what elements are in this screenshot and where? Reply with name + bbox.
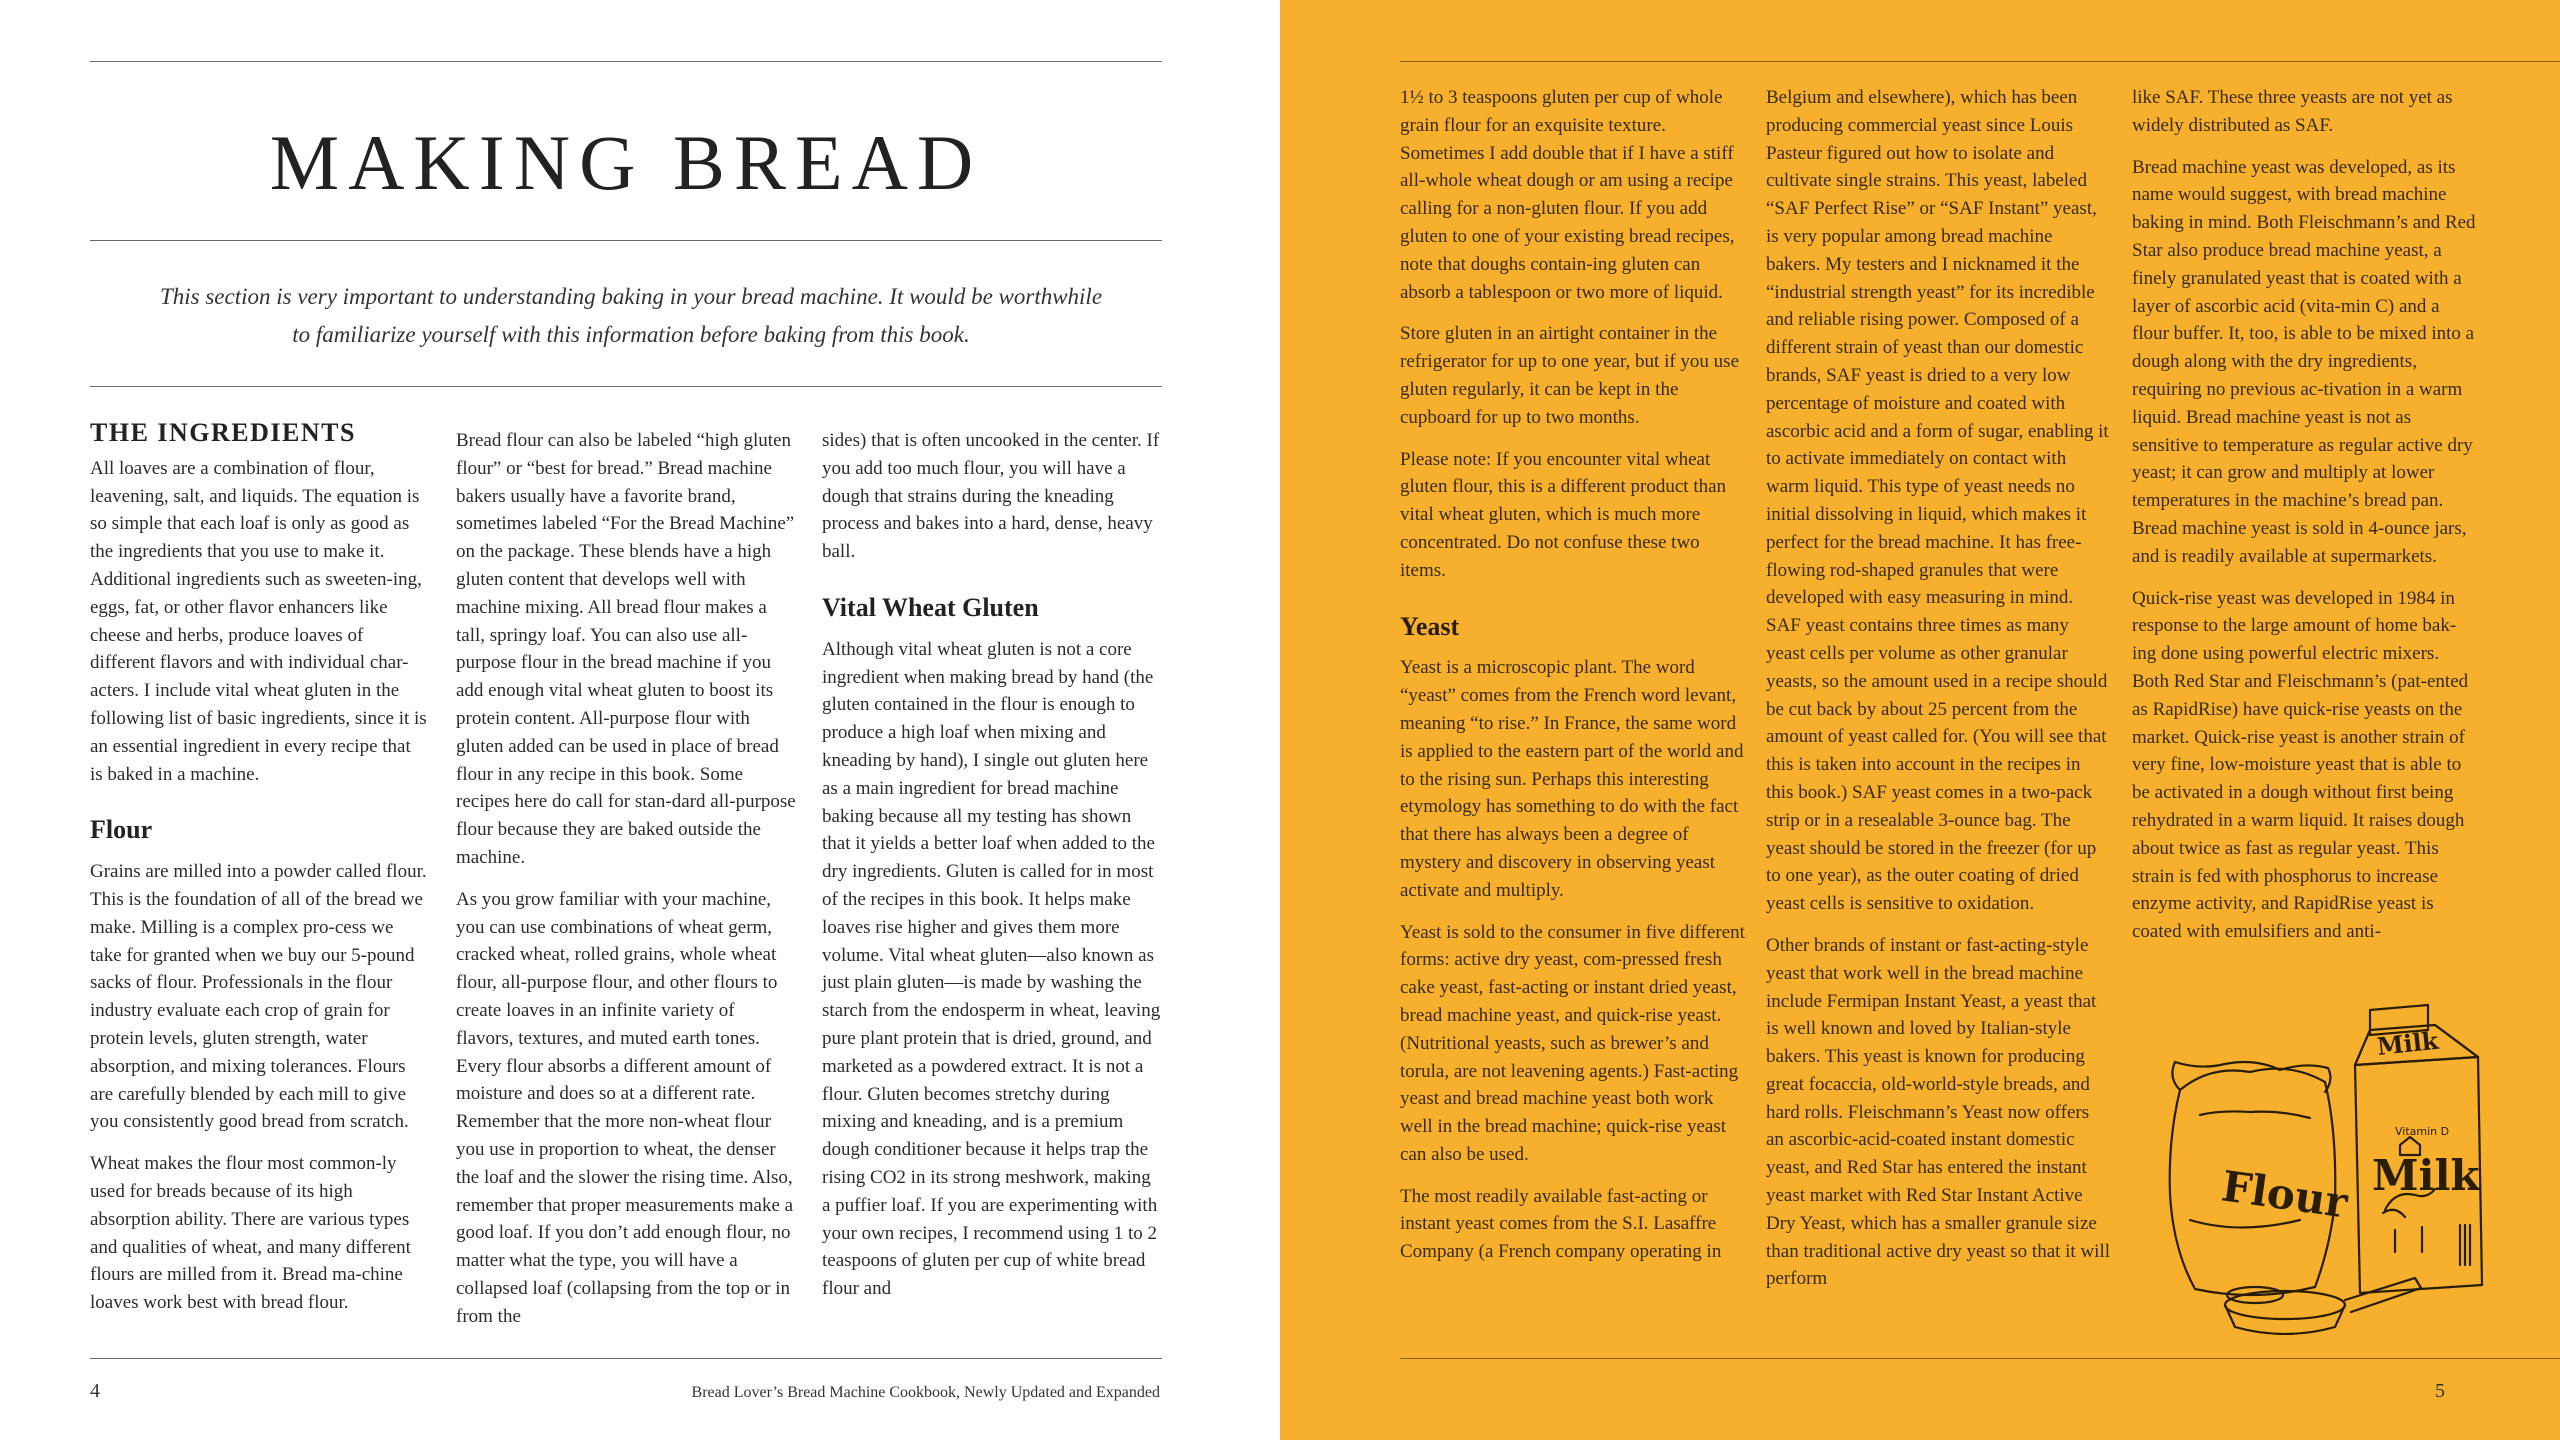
page-number-right: 5: [2435, 1380, 2445, 1402]
milk-carton-top-label: Milk: [2375, 1025, 2440, 1061]
measuring-cup-handle: [2345, 1278, 2421, 1312]
yeast-paragraph-2: Yeast is sold to the consumer in five different forms: active dry yeast, com-pressed fresh cake yeast, fast-acting or instant dried yeast, bread machine yeast, and quick-rise yeast. (Nutritional yeasts, such as brewer’s and torula, are not leavening agents.) Fast-acting yeast and bread machine yeast both work well in the bread machine; quick-rise yeast can also be used.: [1400, 921, 1745, 1165]
bread-flour-paragraph: Bread flour can also be labeled “high gluten flour” or “best for bread.” Bread machine bakers usually have a favorite brand, sometimes labeled “For the Bread Machine” on the package. These blends have a high gluten content that develops well with machine mixing. All bread flour makes a tall, springy loaf. You can also use all-purpose flour in the bread machine if you add enough vital wheat gluten to boost its protein content. All-purpose flour with gluten added can be used in place of bread flour in any recipe in this book. Some recipes here do call for stan-dard all-purpose flour because they are baked outside the machine.: [456, 430, 796, 868]
milk-carton-label: Milk: [2372, 1151, 2480, 1200]
bottom-rule: [90, 1358, 1162, 1359]
gluten-heading: Vital Wheat Gluten: [822, 592, 1039, 622]
other-brands-paragraph: Other brands of instant or fast-acting-style yeast that work well in the bread machine include Fermipan Instant Yeast, a yeast that is well known and loved by Italian-style bakers. This yeast is known for producing great focaccia, old-world-style breads, and hard rolls. Fleischmann’s Yeast now offers an ascorbic-acid-coated instant domestic yeast, and Red Star has entered the instant yeast market with Red Star Instant Active Dry Yeast, which has a smaller granule size than traditional active dry yeast so that it will perform: [1766, 934, 2111, 1290]
barcode-icon: [2460, 1225, 2470, 1265]
measuring-cup-rim: [2225, 1291, 2345, 1319]
title-rule: [90, 240, 1162, 241]
vitamin-label: Vitamin D: [2395, 1125, 2450, 1138]
yeast-paragraph-3: The most readily available fast-acting or instant yeast comes from the S.I. Lasaffre Company (a French company operating in: [1400, 1185, 1722, 1263]
flour-combinations-paragraph: As you grow familiar with your machine, you can use combinations of wheat germ, cracked wheat, rolled grains, whole wheat flour, all-purpose flour, and other flours to create loaves in an infinite variety of flavors, textures, and muted earth tones. Every flour absorbs a different amount of moisture and does so at a different rate. Remember that the more non-wheat flour you use in proportion to wheat, the denser the loaf and the slower the rising time. Also, remember that proper measurements make a good loaf. If you don’t add enough flour, no matter what the type, you will have a collapsed loaf (collapsing from the top or in from the: [456, 888, 794, 1327]
saf-yeast-paragraph: Belgium and elsewhere), which has been producing commercial yeast since Louis Pasteur figured out how to isolate and cultivate single strains. This yeast, labeled “SAF Perfect Rise” or “SAF Instant” yeast, is very popular among bread machine bakers. My testers and I nicknamed it the “industrial strength yeast” for its incredible and reliable rising power. Composed of a different strain of yeast than our domestic brands, SAF yeast is dried to a very low percentage of moisture and coated with ascorbic acid and a form of sugar, enabling it to activate immediately on contact with warm liquid. This type of yeast needs no initial dissolving in liquid, which makes it perfect for the bread machine. It has free-flowing rod-shaped granules that were developed with easy measuring in mind. SAF yeast contains three times as many yeast cells per volume as other granular yeasts, so the amount used in a recipe should be cut back by about 25 percent from the amount of yeast called for. (You will see that this is taken into account in the recipes in this book.) SAF yeast comes in a two-pack strip or in a resealable 3-ounce bag. The yeast should be stored in the freezer (for up to one year), as the outer coating of dried yeast cells is sensitive to oxidation.: [1766, 87, 2109, 915]
flour-paragraph-1: Grains are milled into a powder called flour. This is the foundation of all of the bread we make. Milling is a complex pro-cess we take for granted when we buy our 5-pound sacks of flour. Professionals in the flour industry evaluate each crop of grain for protein levels, gluten strength, water absorption, and mixing tolerances. Flours are carefully blended by each mill to give you consistently good bread from scratch.: [90, 861, 427, 1133]
right-column-1: [1400, 84, 1745, 1280]
store-gluten-paragraph: Store gluten in an airtight container in the refrigerator for up to one year, but if you use gluten regularly, it can be kept in the cupboard for up to two months.: [1400, 323, 1740, 428]
left-column-2: [456, 427, 796, 1345]
bread-machine-yeast-paragraph: Bread machine yeast was developed, as its name would suggest, with bread machine baking in mind. Both Fleischmann’s and Red Star also produce bread machine yeast, a finely granulated yeast that is coated with a layer of ascorbic acid (vita-min C) and a flour buffer. It, too, is able to be mixed into a dough along with the dry ingredients, requiring no previous ac-tivation in a warm liquid. Bread machine yeast is not as sensitive to temperature as regular active dry yeast; it can grow and multiply at lower temperatures in the machine’s bread pan. Bread machine yeast is sold in 4-ounce jars, and is readily available at supermarkets.: [2132, 156, 2476, 567]
flour-bag-top: [2172, 1062, 2330, 1092]
bottom-rule-right: [1400, 1358, 2560, 1359]
right-column-2: [1766, 84, 2111, 1307]
page-title: MAKING BREAD: [269, 119, 983, 206]
gluten-paragraph: Although vital wheat gluten is not a core ingredient when making bread by hand (the gluten contained in the flour is enough to produce a high loaf when mixing and kneading by hand), I single out gluten here as a main ingredient for bread machine baking because all my testing has shown that it yields a better loaf when added to the dry ingredients. Gluten is called for in most of the recipes in this book. It helps make loaves rise higher and gives them more volume. Vital wheat gluten—also known as just plain gluten—is made by washing the starch from the endosperm in wheat, leaving pure plant protein that is dried, ground, and marketed as a powdered extract. It is not a flour. Gluten becomes stretchy during mixing and kneading, and is a premium dough conditioner because it helps trap the rising CO2 in its strong meshwork, making a puffier loaf. If you are experimenting with your own recipes, I recommend using 1 to 2 teaspoons of gluten per cup of white bread flour and: [822, 638, 1161, 1300]
yeast-paragraph-1: Yeast is a microscopic plant. The word “yeast” comes from the French word levant, meaning “to rise.” In France, the same word is applied to the eastern part of the world and to the rising sun. Perhaps this interesting etymology has something to do with the fact that there has always been a degree of mystery and discovery in observing yeast activate and multiply.: [1400, 657, 1744, 901]
intro-rule: [90, 386, 1162, 387]
yeast-heading: Yeast: [1400, 611, 1460, 641]
quick-rise-yeast-paragraph: Quick-rise yeast was developed in 1984 in response to the large amount of home bak-ing done using powerful electric mixers. Both Red Star and Fleischmann’s (pat-ented as RapidRise) have quick-rise yeasts on the market. Quick-rise yeast is another strain of very fine, low-moisture yeast that is able to be activated in a dough without first being rehydrated in a warm liquid. It raises dough about twice as fast as regular yeast. This strain is fed with phosphorus to increase enzyme activity, and RapidRise yeast is coated with emulsifiers and anti-: [2132, 587, 2469, 943]
ingredients-paragraph: All loaves are a combination of flour, leavening, salt, and liquids. The equation is so simple that each loaf is only as good as the ingredients that you use to make it. Additional ingredients such as sweeten-ing, eggs, fat, or other flavor enhancers like cheese and herbs, produce loaves of different flavors and with individual char-acters. I include vital wheat gluten in the following list of basic ingredients, since it is an essential ingredient in every recipe that is baked in a machine.: [90, 457, 427, 785]
flour-bag-label: Flour: [2218, 1161, 2351, 1228]
right-page: [1280, 0, 2560, 1440]
top-rule-right: [1400, 61, 2560, 62]
gluten-continued-paragraph: 1½ to 3 teaspoons gluten per cup of whole grain flour for an exquisite texture. Sometimes I add double that if I have a stiff all-whole wheat dough or am using a recipe calling for a non-gluten flour. If you add gluten to one of your existing bread recipes, note that doughs contain-ing gluten can absorb a tablespoon or two more of liquid.: [1400, 87, 1735, 303]
top-rule: [90, 61, 1162, 62]
page-number-left: 4: [90, 1380, 100, 1402]
too-much-flour-paragraph: sides) that is often uncooked in the center. If you add too much flour, you will have a dough that strains during the kneading process and bakes into a hard, dense, heavy ball.: [822, 430, 1160, 563]
like-saf-paragraph: like SAF. These three yeasts are not yet as widely distributed as SAF.: [2132, 87, 2453, 136]
please-note-paragraph: Please note: If you encounter vital wheat gluten flour, this is a different product than vital wheat gluten, which is much more concentrated. Do not confuse these two items.: [1400, 448, 1727, 581]
flour-heading: Flour: [90, 815, 153, 845]
flour-paragraph-2: Wheat makes the flour most common-ly used for breads because of its high absorption ability. There are various types and qualities of wheat, and many different flours are milled from it. Bread ma-chine loaves work best with bread flour.: [90, 1153, 411, 1314]
left-column-1: [90, 418, 427, 1331]
intro-text: This section is very important to understanding baking in your bread machine. It would be worthwhile to familiarize yourself with this information before baking from this book.: [159, 284, 1103, 347]
right-column-3: [2132, 84, 2477, 960]
ingredients-heading: THE INGREDIENTS: [90, 418, 356, 447]
running-head: Bread Lover’s Bread Machine Cookbook, Newly Updated and Expanded: [691, 1384, 1160, 1401]
flour-milk-illustration: [2160, 995, 2490, 1335]
left-column-3: [822, 427, 1162, 1317]
